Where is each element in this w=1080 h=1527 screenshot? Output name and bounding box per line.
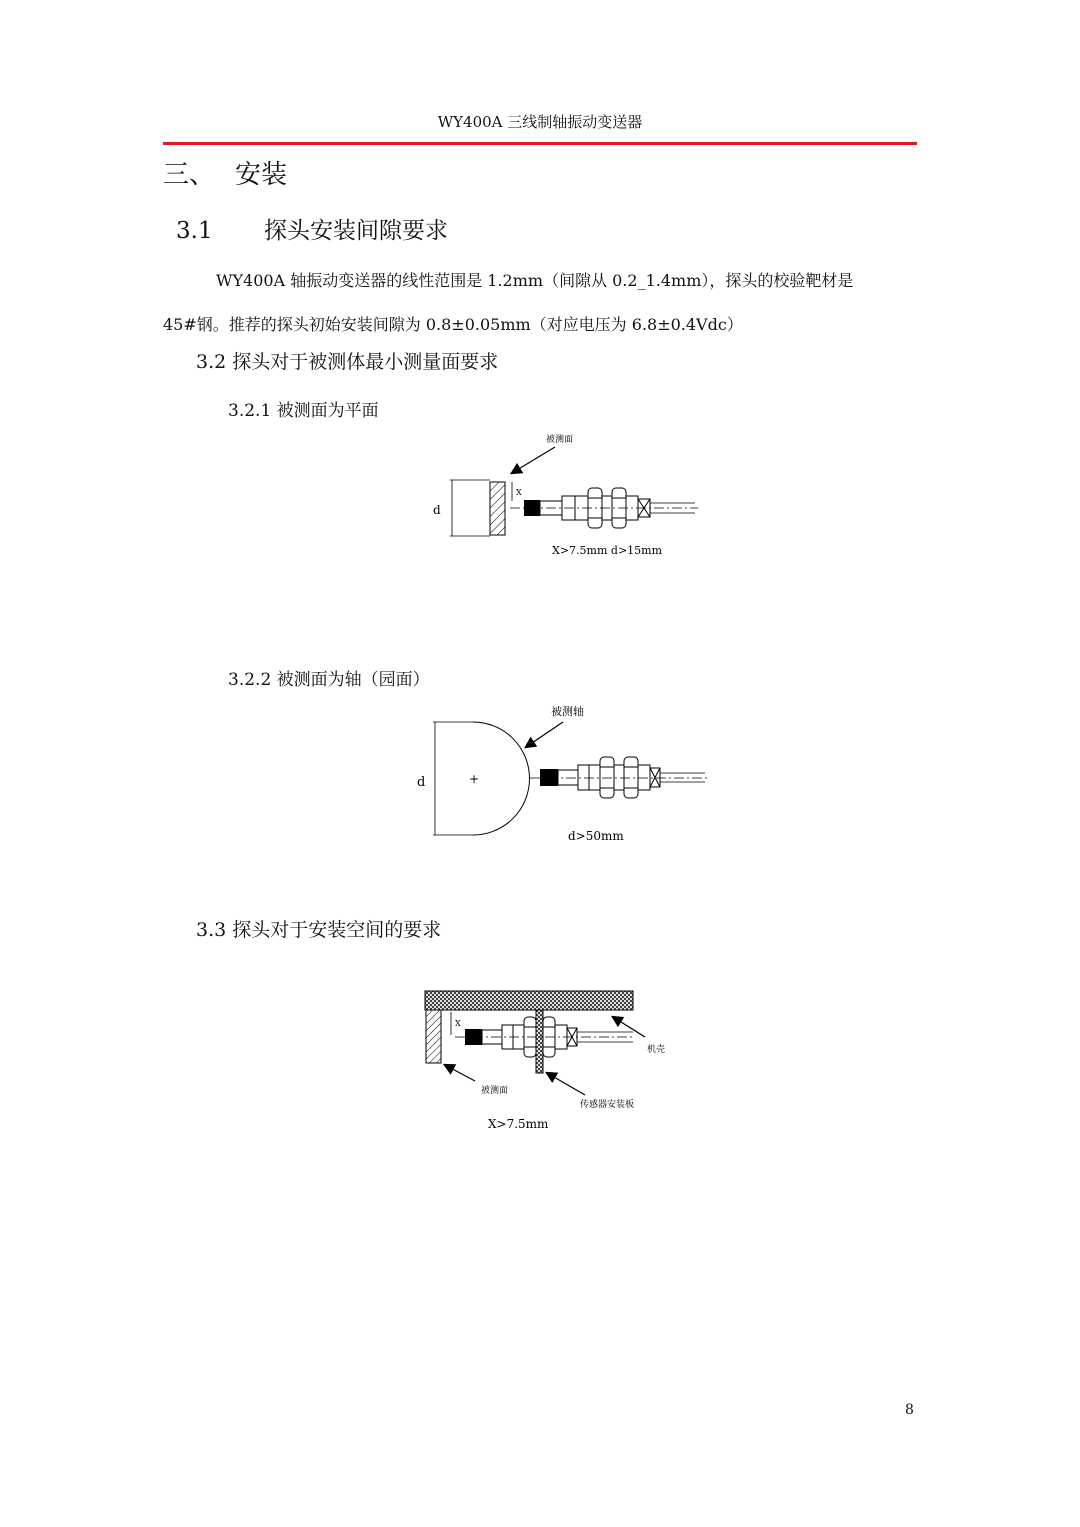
subsection-3-2-2-heading: 3.2.2 被测面为轴（园面） <box>228 670 430 690</box>
page-number: 8 <box>905 1402 914 1418</box>
caption: d>50mm <box>568 829 624 843</box>
probe-body <box>558 770 578 785</box>
subsection-3-3-heading: 3.3 探头对于安装空间的要求 <box>196 919 442 941</box>
probe-nut <box>600 757 614 798</box>
pointer-arrow <box>512 447 555 473</box>
paragraph-line-1: WY400A 轴振动变送器的线性范围是 1.2mm（间隙从 0.2_1.4mm），探头的校验靶材是 <box>216 271 854 290</box>
diagram-flat-surface <box>420 425 710 565</box>
probe-tip <box>540 769 558 786</box>
diagram-installation-space <box>415 985 675 1135</box>
label-d: d <box>433 503 441 517</box>
mounting-plate <box>536 1010 543 1073</box>
subsection-3-1-number: 3.1 <box>176 218 213 244</box>
target-surface <box>426 1010 441 1063</box>
header-rule <box>163 142 917 145</box>
caption: X>7.5mm <box>488 1117 549 1131</box>
pointer-arrow <box>547 1073 585 1095</box>
subsection-3-2-heading: 3.2 探头对于被测体最小测量面要求 <box>196 351 499 373</box>
paragraph-line-2: 45#钢。推荐的探头初始安装间隙为 0.8±0.05mm（对应电压为 6.8±0.4Vdc） <box>163 315 743 334</box>
pointer-arrow <box>526 722 563 747</box>
label-x: X <box>516 488 522 497</box>
subsection-3-1-title: 探头安装间隙要求 <box>264 218 448 244</box>
label-target-surface: 被测面 <box>481 1086 509 1096</box>
shaft-outline <box>473 722 530 835</box>
diagram-shaft-surface <box>405 695 715 855</box>
label-d: d <box>417 775 426 790</box>
pointer-arrow <box>445 1065 475 1081</box>
label-casing: 机壳 <box>647 1045 666 1055</box>
label-target-surface: 被测面 <box>546 435 574 445</box>
target-surface <box>490 482 505 535</box>
label-x: X <box>455 1019 461 1028</box>
subsection-3-1-heading <box>176 212 448 245</box>
label-mounting-plate: 传感器安装板 <box>580 1100 635 1110</box>
shaft-center-mark: + <box>469 772 480 786</box>
pointer-arrow <box>613 1017 645 1037</box>
section-heading-title: 安装 <box>235 160 288 190</box>
page-header: WY400A 三线制轴振动变送器 <box>437 113 643 131</box>
section-heading-number: 三、 <box>163 160 216 190</box>
section-heading <box>163 154 287 191</box>
probe-nut <box>624 757 638 798</box>
caption: X>7.5mm d>15mm <box>552 544 663 557</box>
subsection-3-2-1-heading: 3.2.1 被测面为平面 <box>228 401 379 421</box>
machine-casing <box>425 991 633 1010</box>
label-target-shaft: 被测轴 <box>551 705 584 718</box>
